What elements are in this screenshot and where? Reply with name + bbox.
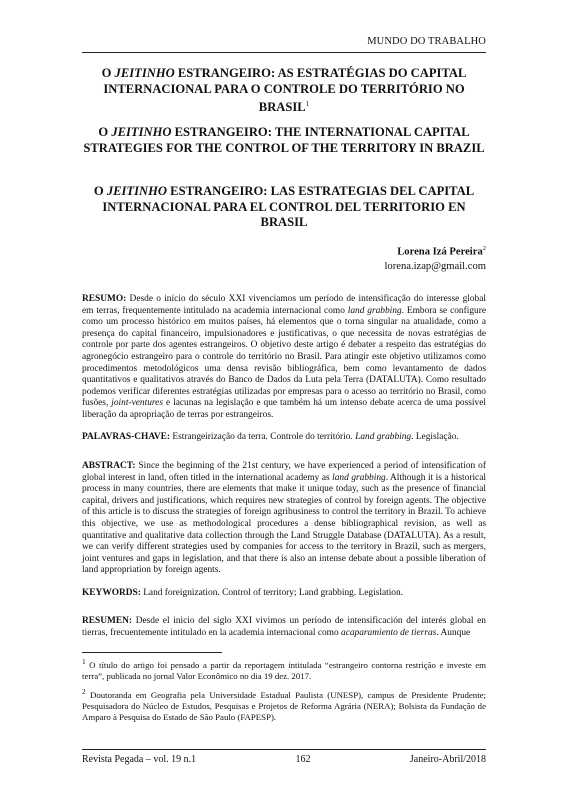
footnote-divider: [82, 652, 222, 653]
title-portuguese: [82, 66, 486, 116]
title-emphasis: JEITINHO: [111, 125, 172, 139]
author-block: [384, 242, 486, 274]
title-emphasis: JEITINHO: [114, 66, 175, 80]
resumo-label: RESUMO:: [82, 294, 127, 304]
title-text: ESTRANGEIRO: LAS ESTRATEGIAS DEL CAPITAL INTERNACIONAL PARA EL CONTROL DEL TERRITORIO EN BRASIL: [102, 184, 475, 229]
page-number: 162: [295, 754, 311, 765]
palavras-chave-label: PALAVRAS-CHAVE:: [82, 432, 171, 442]
author-name: Lorena Izá Pereira: [397, 246, 483, 258]
resumo-text: . Embora se configure como um processo histórico em muitos países, há elementos que o torna singular na atualidade, como a presença do capital financeiro, impulsionadores e justificativas, o que necessita de novas estratégias de controle por parte dos agentes estrangeiros. O objetivo deste artigo é debater a respeito das estratégias do agronegócio estrangeiro para o controle do território no Brasil. Para atingir este objetivo utilizamos como procedimentos metodológicos uma densa revisão bibliográfica, bem como levantamento de dados quantitativos e qualitativos através do Banco de Dados da Luta pela Terra (DATALUTA). Como resultado podemos verificar diferentes estratégias utilizadas por empresas para o acesso ao território no Brasil, como fusões,: [82, 305, 486, 409]
footer-divider: [82, 749, 486, 750]
resumo-paragraph: [82, 294, 486, 422]
keywords-label: KEYWORDS:: [82, 588, 141, 598]
footnote-mark: 2: [82, 687, 86, 696]
resumen-text: . Aunque: [436, 627, 471, 638]
palavras-chave-text: Estrangeirização da terra. Controle do território.: [170, 432, 356, 442]
abstract-label: ABSTRACT:: [82, 461, 136, 471]
issue-date: Janeiro-Abril/2018: [409, 754, 486, 765]
palavras-chave-text: . Legislação.: [411, 432, 459, 442]
title-text: ESTRANGEIRO: THE INTERNATIONAL CAPITAL STRATEGIES FOR THE CONTROL OF THE TERRITORY IN BRAZIL: [83, 125, 485, 155]
footnote-ref-2[interactable]: 2: [482, 245, 486, 252]
page-footer: [82, 754, 486, 765]
keywords: [82, 588, 486, 600]
footnote-mark: 1: [82, 657, 86, 666]
title-prefix: O: [101, 66, 115, 80]
title-text: ESTRANGEIRO: AS ESTRATÉGIAS DO CAPITAL INTERNACIONAL PARA O CONTROLE DO TERRITÓRIO NO BRASIL: [103, 66, 467, 115]
footnote-text: Doutoranda em Geografia pela Universidade Estadual Paulista (UNESP), campus de Presidente Prudente; Pesquisadora do Núcleo de Estudos, Pesquisas e Projetos de Reforma Agrária (NERA); Bolsista da Fundação de Amparo à Pesquisa do Estado de São Paulo (FAPESP).: [82, 689, 486, 723]
footnote-text: O título do artigo foi pensado a partir da reportagem intitulada “estrangeiro contorna restrição e investe em terra”, publicada no jornal Valor Econômico no dia 19 dez. 2017.: [82, 659, 486, 682]
title-prefix: O: [98, 125, 112, 139]
footnote-ref-1[interactable]: 1: [305, 100, 310, 108]
keywords-text: Land foreignization. Control of territory; Land grabbing. Legislation.: [140, 588, 404, 598]
title-english: [82, 125, 486, 156]
resumen-text: Desde el inicio del siglo XXI vivimos un período de intensificación del interés global en tierras, frecuentemente intitulado en la academia internacional como: [82, 616, 486, 638]
abstract-emphasis: land grabbing: [332, 472, 386, 483]
journal-name: Revista Pegada – vol. 19 n.1: [82, 754, 197, 765]
palavras-chave-emphasis: Land grabbing: [355, 432, 412, 442]
resumen-label: RESUMEN:: [82, 616, 133, 626]
footnote-1: [82, 656, 486, 682]
abstract-text: . Although it is a historical process in many countries, there are elements that make it unique today, such as the presence of financial capital, drivers and justifications, which requires new strategies of control by foreign agents. The objective of this article is to discuss the strategies of foreign agribusiness to control the territory in Brazil. To achieve this objective, we use as methodological procedures a dense bibliographical revision, as well as quantitative and qualitative data collection through the Land Struggle Database (DATALUTA). As a result, we can verify different strategies used by companies for access to the territory in Brazil, such as mergers, joint ventures and gaps in legislation, and that there is also an intense debate about a possible liberation of land appropriation by foreign agents.: [82, 472, 486, 576]
running-head: MUNDO DO TRABALHO: [367, 36, 486, 47]
abstract-text: Since the beginning of the 21st century, we have experienced a period of intensification of global interest in land, often titled in the international academy as: [82, 461, 486, 483]
abstract-paragraph: [82, 461, 486, 577]
resumo-emphasis: land grabbing: [347, 305, 402, 316]
resumen-paragraph: [82, 616, 486, 639]
resumo-text: Desde o início do século XXI vivenciamos um período de intensificação do interesse global em terras, frequentemente intitulado na academia internacional como: [82, 294, 486, 316]
title-spanish: [82, 184, 486, 231]
resumo-text: e lacunas na legislação e que também há um intenso debate acerca de uma possível liberação da apropriação de terras por estrangeiros.: [82, 398, 486, 420]
palavras-chave: [82, 432, 486, 444]
footnote-2: [82, 686, 486, 724]
title-prefix: O: [93, 184, 107, 198]
header-divider: [82, 52, 486, 53]
resumen-emphasis: acaparamiento de tierras: [341, 627, 437, 638]
author-email[interactable]: lorena.izap@gmail.com: [384, 260, 486, 272]
resumo-emphasis: joint-ventures: [111, 398, 163, 409]
title-emphasis: JEITINHO: [106, 184, 168, 198]
